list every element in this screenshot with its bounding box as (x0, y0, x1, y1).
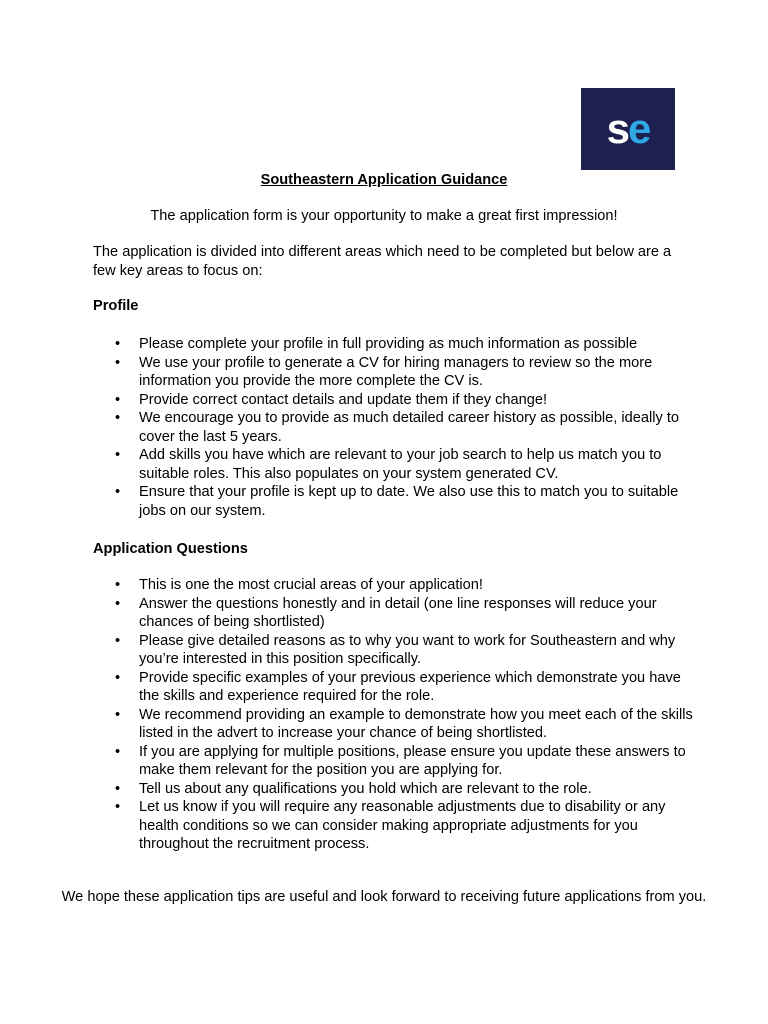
logo-wordmark (606, 105, 650, 152)
list-item: • This is one the most crucial areas of your application! (93, 576, 693, 595)
list-item: • Ensure that your profile is kept up to date. We also use this to match you to suitable jobs on our system. (93, 483, 693, 520)
document-title: Southeastern Application Guidance (260, 172, 508, 188)
list-item: • Please complete your profile in full providing as much information as possible (93, 335, 693, 354)
list-item: • Add skills you have which are relevant to your job search to help us match you to suitable roles. This also populates on your system generated CV. (93, 446, 693, 483)
list-item: • If you are applying for multiple positions, please ensure you update these answers to make them relevant for the position you are applying for. (93, 743, 693, 780)
application-questions-heading: Application Questions (93, 541, 248, 557)
logo-letter-e: e (628, 105, 650, 152)
list-item: • Tell us about any qualifications you hold which are relevant to the role. (93, 780, 693, 799)
closing-text: We hope these application tips are useful and look forward to receiving future applications from you. (61, 889, 707, 905)
logo-letter-s: s (606, 105, 628, 152)
list-item: • Provide specific examples of your previous experience which demonstrate you have the skills and experience required for the role. (93, 669, 693, 706)
list-item: • Provide correct contact details and update them if they change! (93, 391, 693, 410)
questions-list (93, 576, 693, 854)
profile-heading: Profile (93, 298, 139, 314)
list-item: • We encourage you to provide as much detailed career history as possible, ideally to cover the last 5 years. (93, 409, 693, 446)
list-item: • Answer the questions honestly and in detail (one line responses will reduce your chances of being shortlisted) (93, 595, 693, 632)
list-item: • Please give detailed reasons as to why you want to work for Southeastern and why you’re interested in this position specifically. (93, 632, 693, 669)
list-item: • We recommend providing an example to demonstrate how you meet each of the skills listed in the advert to increase your chance of being shortlisted. (93, 706, 693, 743)
profile-list (93, 335, 693, 520)
list-item: • Let us know if you will require any reasonable adjustments due to disability or any health conditions so we can consider making appropriate adjustments for you throughout the recruitment process. (93, 798, 693, 854)
list-item: • We use your profile to generate a CV for hiring managers to review so the more information you provide the more complete the CV is. (93, 354, 693, 391)
intro-text: The application form is your opportunity to make a great first impression! (150, 208, 618, 224)
southeastern-logo (581, 88, 675, 170)
overview-paragraph: The application is divided into different areas which need to be completed but below are a few key areas to focus on: (93, 244, 672, 279)
